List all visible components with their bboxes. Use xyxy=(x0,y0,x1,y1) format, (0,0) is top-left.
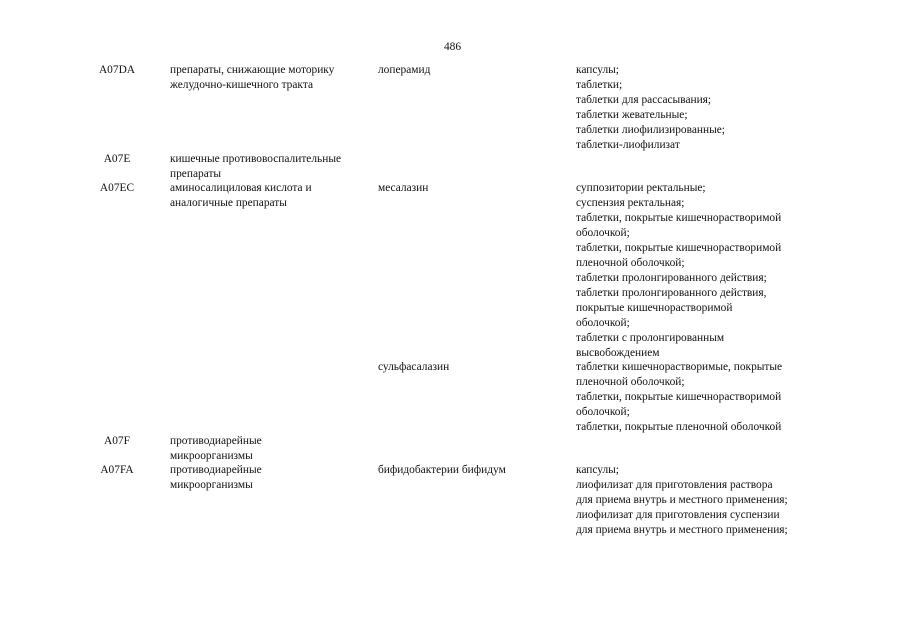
group-line: аналогичные препараты xyxy=(170,197,287,209)
form-line: таблетки, покрытые кишечнорастворимой xyxy=(576,242,782,254)
atc-code: A07DA xyxy=(98,64,136,76)
page-number: 486 xyxy=(443,41,462,53)
dosage-forms xyxy=(576,63,826,153)
group-line: аминосалициловая кислота и xyxy=(170,182,312,194)
dosage-forms xyxy=(576,360,826,435)
form-line: пленочной оболочкой; xyxy=(576,257,685,269)
dosage-forms xyxy=(576,181,826,361)
form-line: капсулы; xyxy=(576,64,619,76)
form-line: капсулы; xyxy=(576,464,619,476)
group-name xyxy=(170,181,375,211)
form-line: покрытые кишечнорастворимой xyxy=(576,302,733,314)
drug-name: лоперамид xyxy=(378,64,431,76)
drug-name: бифидобактерии бифидум xyxy=(378,464,506,476)
form-line: таблетки лиофилизированные; xyxy=(576,124,725,136)
form-line: таблетки кишечнорастворимые, покрытые xyxy=(576,361,783,373)
form-line: для приема внутрь и местного применения; xyxy=(576,524,788,536)
group-line: микроорганизмы xyxy=(170,450,253,462)
group-line: микроорганизмы xyxy=(170,479,253,491)
group-line: кишечные противовоспалительные xyxy=(170,153,342,165)
form-line: для приема внутрь и местного применения; xyxy=(576,494,788,506)
group-line: противодиарейные xyxy=(170,464,262,476)
form-line: таблетки; xyxy=(576,79,623,91)
form-line: оболочкой; xyxy=(576,227,630,239)
form-line: таблетки для рассасывания; xyxy=(576,94,712,106)
drug-name: сульфасалазин xyxy=(378,361,450,373)
group-name xyxy=(170,463,375,493)
form-line: высвобождением xyxy=(576,347,660,359)
group-name xyxy=(170,63,375,93)
form-line: лиофилизат для приготовления суспензии xyxy=(576,509,780,521)
drug-name: месалазин xyxy=(378,182,429,194)
group-line: желудочно-кишечного тракта xyxy=(170,79,313,91)
form-line: пленочной оболочкой; xyxy=(576,376,685,388)
form-line: таблетки, покрытые кишечнорастворимой xyxy=(576,391,782,403)
dosage-forms xyxy=(576,463,826,538)
atc-code: A07FA xyxy=(100,464,134,476)
group-name xyxy=(170,152,375,182)
form-line: таблетки, покрытые пленочной оболочкой xyxy=(576,421,782,433)
form-line: таблетки пролонгированного действия; xyxy=(576,272,767,284)
form-line: оболочкой; xyxy=(576,317,630,329)
group-line: препараты, снижающие моторику xyxy=(170,64,335,76)
atc-code: A07EC xyxy=(99,182,135,194)
group-line: препараты xyxy=(170,168,222,180)
form-line: лиофилизат для приготовления раствора xyxy=(576,479,773,491)
form-line: таблетки с пролонгированным xyxy=(576,332,725,344)
group-name xyxy=(170,434,375,464)
form-line: суппозитории ректальные; xyxy=(576,182,706,194)
group-line: противодиарейные xyxy=(170,435,262,447)
atc-code: A07F xyxy=(104,435,130,447)
form-line: таблетки жевательные; xyxy=(576,109,688,121)
form-line: оболочкой; xyxy=(576,406,630,418)
form-line: таблетки, покрытые кишечнорастворимой xyxy=(576,212,782,224)
form-line: таблетки-лиофилизат xyxy=(576,139,680,151)
form-line: таблетки пролонгированного действия, xyxy=(576,287,767,299)
atc-code: A07E xyxy=(103,153,131,165)
form-line: суспензия ректальная; xyxy=(576,197,685,209)
